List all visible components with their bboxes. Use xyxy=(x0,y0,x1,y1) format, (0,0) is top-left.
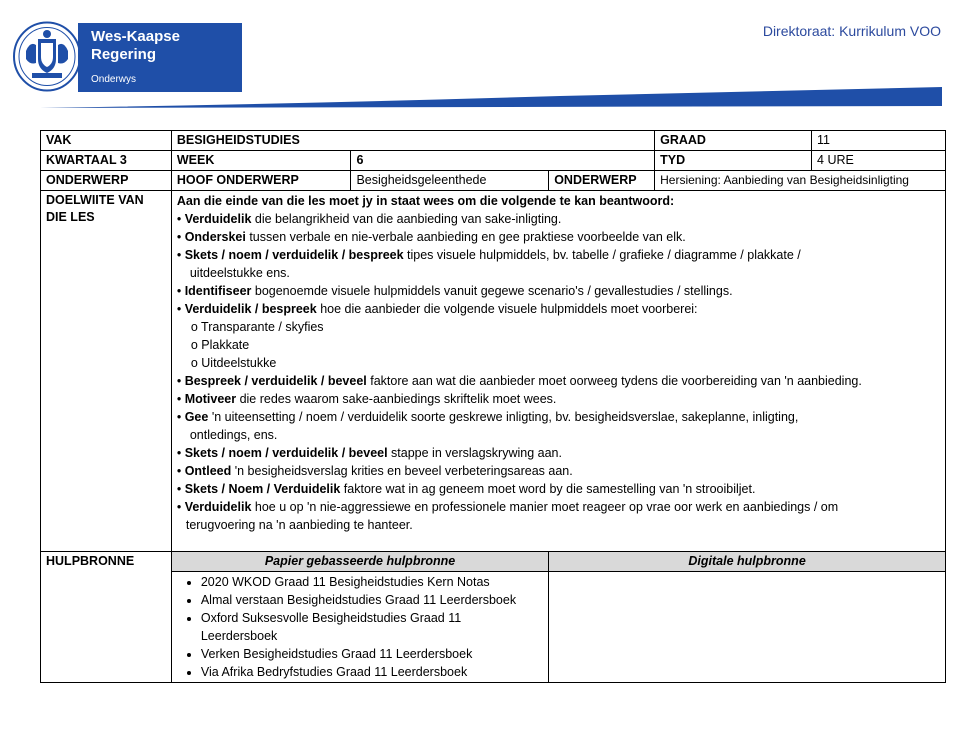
paper-resources-cell xyxy=(171,572,548,683)
objective-item: • Skets / Noem / Verduidelik faktore wat in ag geneem moet word by die samestelling van 'n strooibiljet. xyxy=(176,482,756,496)
objective-item-continuation: terugvoering na 'n aanbieding te hanteer. xyxy=(185,518,413,532)
objective-item: • Gee 'n uiteensetting / noem / verduidelik soorte geskrewe inligting, bv. besigheidsverslae, sakeplanne, inligting, xyxy=(176,410,799,424)
objective-item: • Skets / noem / verduidelik / bespreek tipes visuele hulpmiddels, bv. tabelle / grafieke / diagramme / plakkate / xyxy=(176,248,801,262)
objective-item-continuation: ontledings, ens. xyxy=(189,428,278,442)
hulpbronne-label: HULPBRONNE xyxy=(41,552,172,683)
objective-item: • Skets / noem / verduidelik / beveel stappe in verslagskrywing aan. xyxy=(176,446,562,460)
objectives-cell xyxy=(171,191,945,552)
table-row xyxy=(41,131,946,151)
objective-item: • Verduidelik hoe u op 'n nie-aggressiewe en professionele manier moet reageer op vrae oor werk en aanbiedings / om xyxy=(176,500,839,514)
week-value: 6 xyxy=(351,151,655,171)
directorate-title: Direktoraat: Kurrikulum VOO xyxy=(762,23,941,39)
tyd-label: TYD xyxy=(655,151,812,171)
vak-value: BESIGHEIDSTUDIES xyxy=(171,131,654,151)
list-item: • Oxford Suksesvolle Besigheidstudies Graad 11 Leerdersboek xyxy=(201,609,543,645)
paper-resources-list xyxy=(177,573,543,681)
objective-subitem: o Transparante / skyfies xyxy=(190,320,324,334)
doelwitte-label xyxy=(41,191,172,552)
hoof-onderwerp-value: Besigheidsgeleenthede xyxy=(351,171,549,191)
table-row xyxy=(41,171,946,191)
kwartaal-label: KWARTAAL 3 xyxy=(41,151,172,171)
onderwerp2-label: ONDERWERP xyxy=(549,171,655,191)
table-row xyxy=(41,552,946,572)
objective-item: • Verduidelik / bespreek hoe die aanbieder die volgende visuele hulpmiddels moet voorberei: xyxy=(176,302,698,316)
objective-subitem: o Plakkate xyxy=(190,338,250,352)
header-swoosh xyxy=(0,84,971,110)
logo-subtitle: Onderwys xyxy=(91,74,137,85)
tyd-value: 4 URE xyxy=(812,151,946,171)
objectives-intro: Aan die einde van die les moet jy in staat wees om die volgende te kan beantwoord: xyxy=(176,194,675,208)
digital-resources-cell xyxy=(549,572,946,683)
objective-item: • Bespreek / verduidelik / beveel faktore aan wat die aanbieder moet oorweeg tydens die voorbereiding van 'n aanbieding. xyxy=(176,374,862,388)
objective-item: • Ontleed 'n besigheidsverslag krities en beveel verbeteringsareas aan. xyxy=(176,464,573,478)
list-item: • Verken Besigheidstudies Graad 11 Leerdersboek xyxy=(201,645,543,663)
header-logo xyxy=(12,21,242,92)
objective-item: • Verduidelik die belangrikheid van die aanbieding van sake-inligting. xyxy=(176,212,562,226)
list-item: • Almal verstaan Besigheidstudies Graad 11 Leerdersboek xyxy=(201,591,543,609)
graad-label: GRAAD xyxy=(655,131,812,151)
objective-item: • Onderskei tussen verbale en nie-verbale aanbieding en gee praktiese voorbeelde van elk. xyxy=(176,230,686,244)
hoof-onderwerp-label: HOOF ONDERWERP xyxy=(171,171,351,191)
table-row xyxy=(41,572,946,683)
objective-subitem: o Uitdeelstukke xyxy=(190,356,277,370)
logo-name-line1: Wes-Kaapse xyxy=(91,28,180,45)
lesson-plan-table xyxy=(40,130,946,683)
paper-resources-heading: Papier gebasseerde hulpbronne xyxy=(171,552,548,572)
objective-item-continuation: uitdeelstukke ens. xyxy=(189,266,290,280)
table-row xyxy=(41,191,946,552)
doelwitte-label-line1: DOELWIITE VAN xyxy=(46,193,144,207)
list-item: • 2020 WKOD Graad 11 Besigheidstudies Kern Notas xyxy=(201,573,543,591)
table-row xyxy=(41,151,946,171)
logo-banner xyxy=(78,23,242,92)
digital-resources-heading: Digitale hulpbronne xyxy=(549,552,946,572)
coat-of-arms-icon xyxy=(12,21,82,92)
objective-item: • Motiveer die redes waarom sake-aanbiedings skriftelik moet wees. xyxy=(176,392,557,406)
objective-item: • Identifiseer bogenoemde visuele hulpmiddels vanuit gegewe scenario's / gevallestudies / stellings. xyxy=(176,284,733,298)
vak-label: VAK xyxy=(41,131,172,151)
onderwerp2-value: Hersiening: Aanbieding van Besigheidsinligting xyxy=(655,171,946,191)
doelwitte-label-line2: DIE LES xyxy=(46,210,95,224)
week-label: WEEK xyxy=(171,151,351,171)
logo-name xyxy=(91,28,180,64)
graad-value: 11 xyxy=(812,131,946,151)
logo-name-line2: Regering xyxy=(91,46,157,63)
list-item: • Via Afrika Bedryfstudies Graad 11 Leerdersboek xyxy=(201,663,543,681)
onderwerp-label: ONDERWERP xyxy=(41,171,172,191)
